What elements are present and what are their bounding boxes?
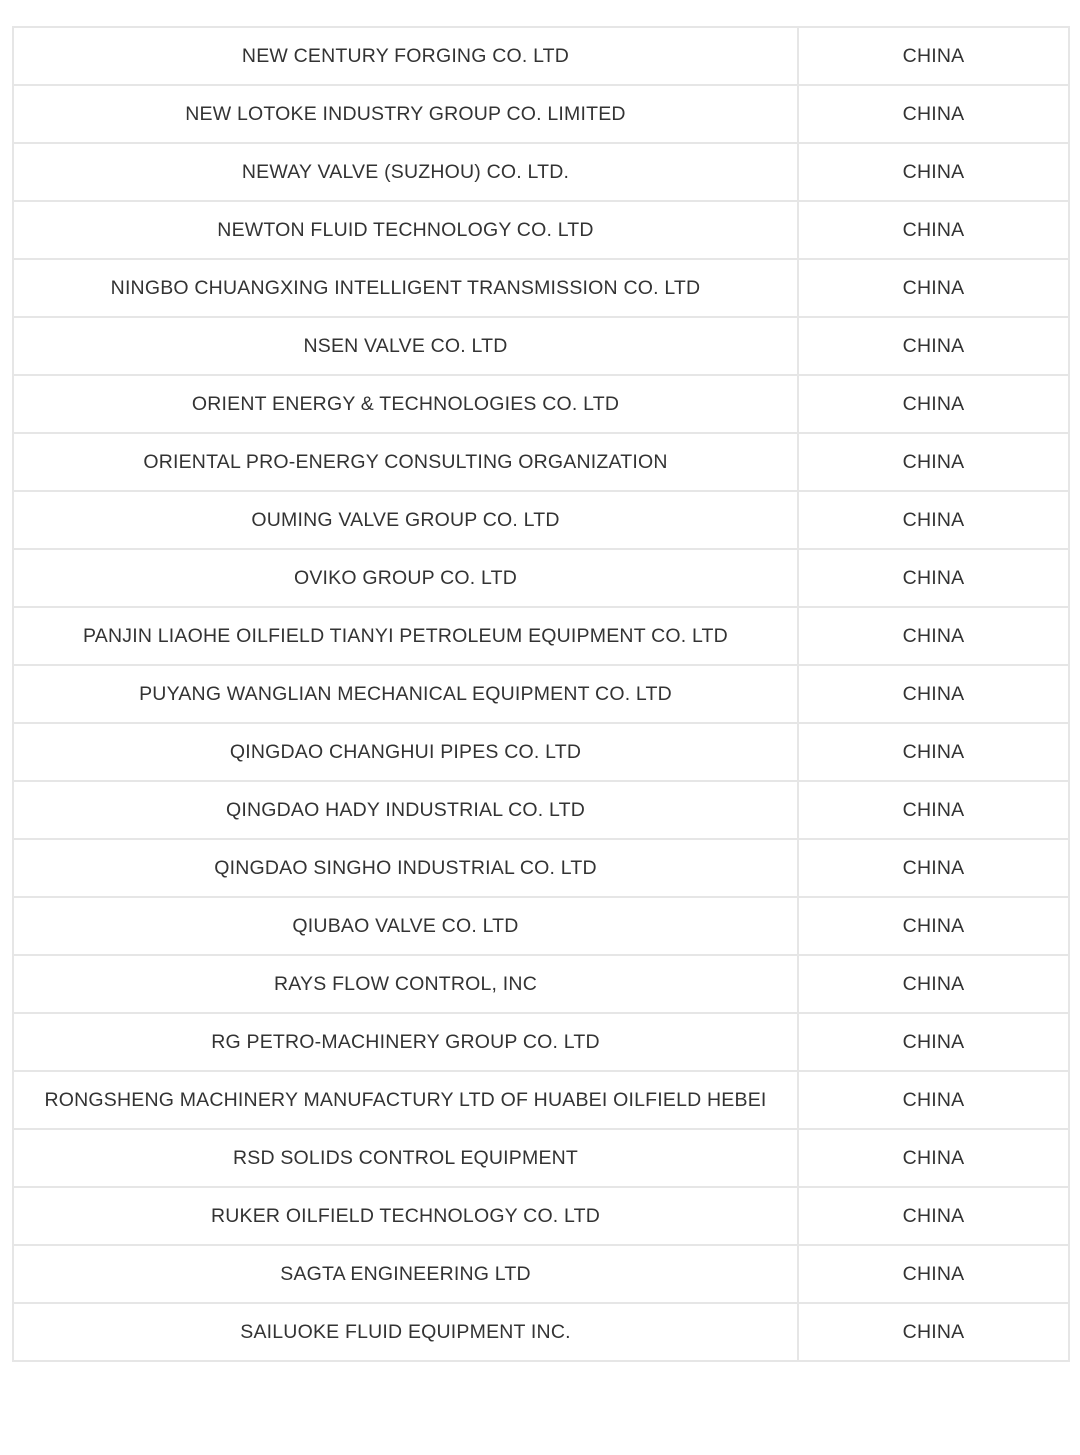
table-row: [13, 549, 1069, 607]
company-name-cell: RG PETRO-MACHINERY GROUP CO. LTD: [13, 1013, 798, 1071]
table-row: [13, 1187, 1069, 1245]
company-name-cell: NEW LOTOKE INDUSTRY GROUP CO. LIMITED: [13, 85, 798, 143]
country-cell: CHINA: [798, 143, 1069, 201]
company-name-cell: QINGDAO CHANGHUI PIPES CO. LTD: [13, 723, 798, 781]
table-row: [13, 491, 1069, 549]
exhibitor-table-container: [12, 26, 1068, 1362]
country-cell: CHINA: [798, 259, 1069, 317]
table-row: [13, 259, 1069, 317]
exhibitor-table-body: [13, 27, 1069, 1361]
table-row: [13, 665, 1069, 723]
country-cell: CHINA: [798, 781, 1069, 839]
table-row: [13, 433, 1069, 491]
country-cell: CHINA: [798, 1303, 1069, 1361]
country-cell: CHINA: [798, 27, 1069, 85]
company-name-cell: QINGDAO HADY INDUSTRIAL CO. LTD: [13, 781, 798, 839]
company-name-cell: NEWTON FLUID TECHNOLOGY CO. LTD: [13, 201, 798, 259]
company-name-cell: ORIENT ENERGY & TECHNOLOGIES CO. LTD: [13, 375, 798, 433]
table-row: [13, 143, 1069, 201]
country-cell: CHINA: [798, 839, 1069, 897]
table-row: [13, 1303, 1069, 1361]
country-cell: CHINA: [798, 549, 1069, 607]
company-name-cell: PUYANG WANGLIAN MECHANICAL EQUIPMENT CO. LTD: [13, 665, 798, 723]
country-cell: CHINA: [798, 1129, 1069, 1187]
table-row: [13, 201, 1069, 259]
country-cell: CHINA: [798, 85, 1069, 143]
country-cell: CHINA: [798, 375, 1069, 433]
table-row: [13, 27, 1069, 85]
company-name-cell: SAILUOKE FLUID EQUIPMENT INC.: [13, 1303, 798, 1361]
exhibitor-table: [12, 26, 1070, 1362]
country-cell: CHINA: [798, 433, 1069, 491]
table-row: [13, 781, 1069, 839]
company-name-cell: SAGTA ENGINEERING LTD: [13, 1245, 798, 1303]
table-row: [13, 1013, 1069, 1071]
country-cell: CHINA: [798, 1187, 1069, 1245]
company-name-cell: RSD SOLIDS CONTROL EQUIPMENT: [13, 1129, 798, 1187]
country-cell: CHINA: [798, 1071, 1069, 1129]
table-row: [13, 897, 1069, 955]
country-cell: CHINA: [798, 607, 1069, 665]
country-cell: CHINA: [798, 201, 1069, 259]
table-row: [13, 955, 1069, 1013]
table-row: [13, 1129, 1069, 1187]
table-row: [13, 1245, 1069, 1303]
country-cell: CHINA: [798, 1013, 1069, 1071]
country-cell: CHINA: [798, 955, 1069, 1013]
company-name-cell: QIUBAO VALVE CO. LTD: [13, 897, 798, 955]
table-row: [13, 317, 1069, 375]
table-row: [13, 839, 1069, 897]
company-name-cell: RAYS FLOW CONTROL, INC: [13, 955, 798, 1013]
table-row: [13, 375, 1069, 433]
company-name-cell: RONGSHENG MACHINERY MANUFACTURY LTD OF HUABEI OILFIELD HEBEI: [13, 1071, 798, 1129]
company-name-cell: NSEN VALVE CO. LTD: [13, 317, 798, 375]
company-name-cell: QINGDAO SINGHO INDUSTRIAL CO. LTD: [13, 839, 798, 897]
table-row: [13, 1071, 1069, 1129]
country-cell: CHINA: [798, 897, 1069, 955]
company-name-cell: NINGBO CHUANGXING INTELLIGENT TRANSMISSION CO. LTD: [13, 259, 798, 317]
company-name-cell: RUKER OILFIELD TECHNOLOGY CO. LTD: [13, 1187, 798, 1245]
table-row: [13, 607, 1069, 665]
company-name-cell: PANJIN LIAOHE OILFIELD TIANYI PETROLEUM EQUIPMENT CO. LTD: [13, 607, 798, 665]
country-cell: CHINA: [798, 1245, 1069, 1303]
table-row: [13, 85, 1069, 143]
company-name-cell: NEWAY VALVE (SUZHOU) CO. LTD.: [13, 143, 798, 201]
country-cell: CHINA: [798, 665, 1069, 723]
country-cell: CHINA: [798, 317, 1069, 375]
company-name-cell: NEW CENTURY FORGING CO. LTD: [13, 27, 798, 85]
country-cell: CHINA: [798, 723, 1069, 781]
company-name-cell: OVIKO GROUP CO. LTD: [13, 549, 798, 607]
table-row: [13, 723, 1069, 781]
company-name-cell: ORIENTAL PRO-ENERGY CONSULTING ORGANIZATION: [13, 433, 798, 491]
company-name-cell: OUMING VALVE GROUP CO. LTD: [13, 491, 798, 549]
country-cell: CHINA: [798, 491, 1069, 549]
